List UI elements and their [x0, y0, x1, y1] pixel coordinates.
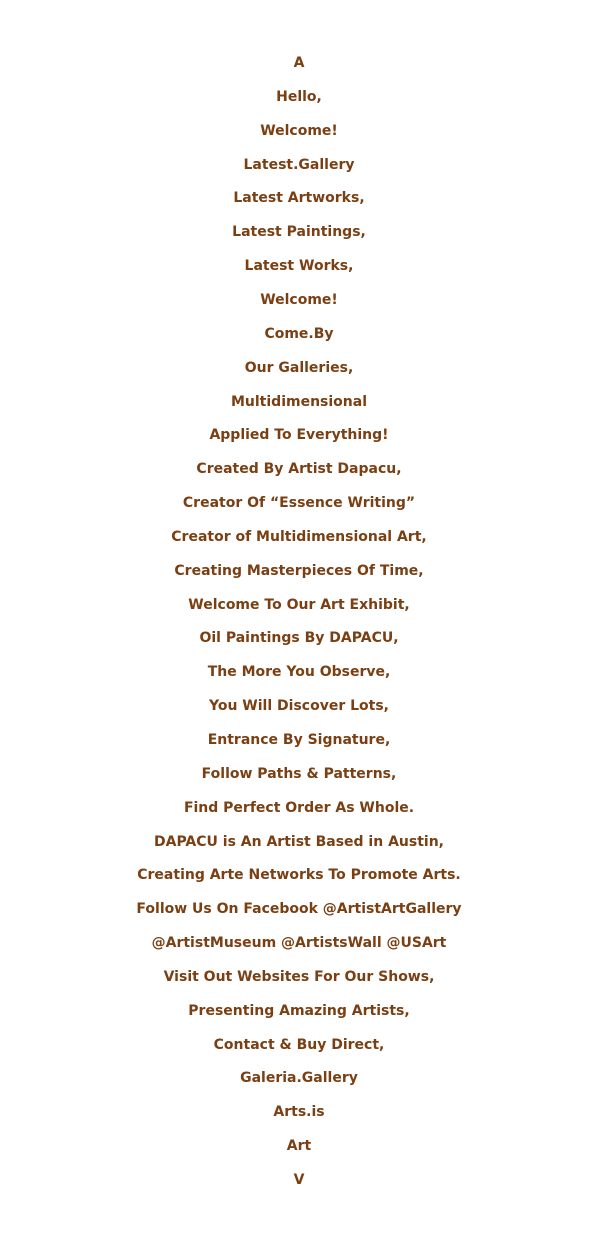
poem-line: Latest Works,	[244, 258, 354, 274]
poem-line: Welcome!	[260, 123, 338, 139]
poem-line: Welcome To Our Art Exhibit,	[188, 597, 410, 613]
poem-line: A	[293, 55, 305, 71]
poem-line: Creator Of “Essence Writing”	[182, 495, 416, 511]
poem-line: Latest Paintings,	[232, 224, 366, 240]
poem-line: Contact & Buy Direct,	[213, 1037, 385, 1053]
poem-line: Find Perfect Order As Whole.	[183, 800, 415, 816]
poem-line: Follow Paths & Patterns,	[201, 766, 397, 782]
poem-line: Visit Out Websites For Our Shows,	[163, 969, 435, 985]
poem-line: Applied To Everything!	[209, 427, 389, 443]
poem-line: Follow Us On Facebook @ArtistArtGallery	[136, 901, 462, 917]
poem-line: Creator of Multidimensional Art,	[171, 529, 427, 545]
poem-line: Art	[286, 1138, 312, 1154]
poem-line: DAPACU is An Artist Based in Austin,	[154, 834, 444, 850]
poem-line: Hello,	[276, 89, 322, 105]
poem-line: Galeria.Gallery	[240, 1070, 358, 1086]
poem-line: Latest Artworks,	[233, 190, 365, 206]
poem-line: Oil Paintings By DAPACU,	[199, 630, 399, 646]
poem-line: You Will Discover Lots,	[209, 698, 389, 714]
poem-line: Our Galleries,	[244, 360, 354, 376]
poem-line: Come.By	[264, 326, 334, 342]
poem-line: Multidimensional	[230, 394, 368, 410]
poem-line: Presenting Amazing Artists,	[188, 1003, 410, 1019]
poem-line: Creating Masterpieces Of Time,	[174, 563, 424, 579]
poem-line: @ArtistMuseum @ArtistsWall @USArt	[151, 935, 447, 951]
poem-line: Welcome!	[260, 292, 338, 308]
poem-line: Arts.is	[273, 1104, 325, 1120]
poem-line: Creating Arte Networks To Promote Arts.	[137, 867, 461, 883]
poem-line: Latest.Gallery	[243, 157, 355, 173]
poem-line: The More You Observe,	[207, 664, 391, 680]
poem-line: Entrance By Signature,	[207, 732, 391, 748]
poem-line: Created By Artist Dapacu,	[196, 461, 402, 477]
poem-line: V	[293, 1172, 305, 1188]
